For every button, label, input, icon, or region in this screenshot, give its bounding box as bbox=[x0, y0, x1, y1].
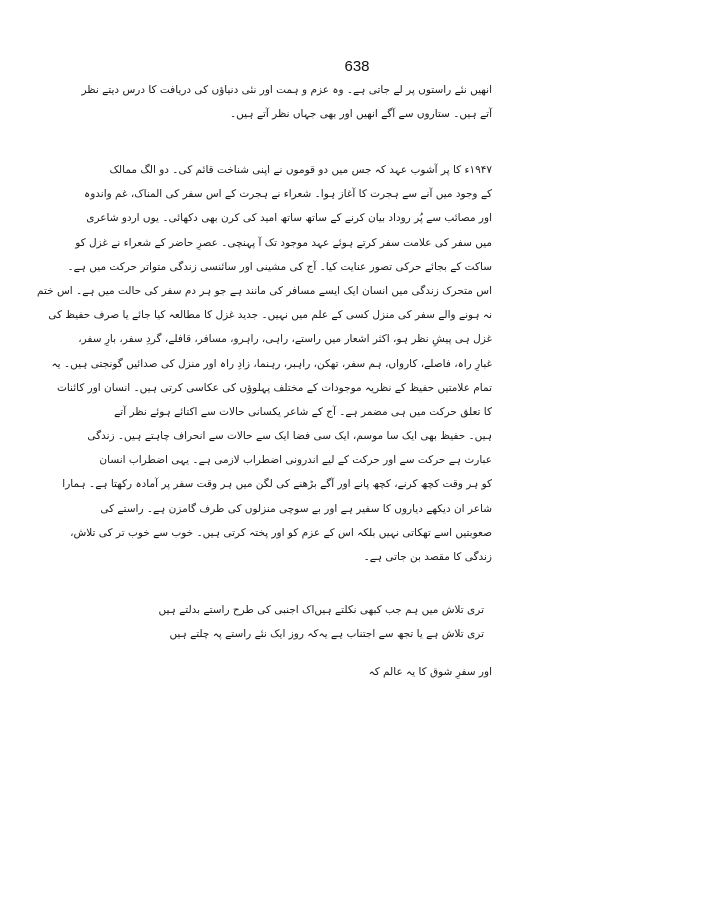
text-line: انھیں نئے راستوں پر لے جاتی ہے۔ وہ عزم و ہمت اور نئی دنیاؤں کی دریافت کا درس دیتے نظر bbox=[81, 84, 492, 96]
text-line: کو ہر وقت کچھ کرنے، کچھ پانے اور آگے بڑھنے کی لگن میں ہر وقت سفر پر آمادہ رکھتا ہے۔ ہمارا bbox=[62, 478, 492, 491]
body-paragraph bbox=[36, 158, 492, 569]
text-line: زندگی کا مقصد بن جاتی ہے۔ bbox=[363, 551, 492, 563]
text-line: اور مصائب سے پُر روداد بیان کرنے کے ساتھ ساتھ امید کی کرن بھی دکھائی۔ یوں اردو شاعری bbox=[86, 212, 492, 225]
misra-second: کہ روز ایک نئے راستے پہ چلتے ہیں bbox=[169, 628, 319, 640]
couplet-row bbox=[158, 598, 492, 622]
misra-first: تری تلاش ہے یا تجھ سے اجتناب ہے یہ bbox=[318, 628, 484, 640]
text-line: اس متحرک زندگی میں انسان ایک ایسے مسافر کی مانند ہے جو ہر دم سفر کی حالت میں ہے۔ اس ختم bbox=[36, 284, 492, 297]
text-line: صعوبتیں اسے تھکاتی نہیں بلکہ اس کے عزم کو اور پختہ کرتی ہیں۔ خوب سے خوب تر کی تلاش، bbox=[70, 526, 492, 539]
text-line: ہیں۔ حفیظ بھی ایک سا موسم، ایک سی فضا ایک سے حالات سے انحراف چاہتے ہیں۔ زندگی bbox=[87, 430, 492, 443]
couplet-block bbox=[158, 598, 492, 646]
text-line: آتے ہیں۔ ستاروں سے آگے انھیں اور بھی جہاں نظر آتے ہیں۔ bbox=[230, 108, 492, 120]
text-line: غبارِ راہ، فاصلے، کارواں، ہم سفر، تھکن، راہبر، رہنما، زادِ راہ اور منزل کی صدائیں گونجتی ہیں۔ یہ bbox=[51, 357, 492, 370]
text-line: ساکت کے بجائے حرکی تصور عنایت کیا۔ آج کی مشینی اور سائنسی زندگی متواتر حرکت میں ہے۔ bbox=[67, 260, 492, 273]
text-line: عبارت ہے حرکت سے اور حرکت کے لیے اندرونی اضطراب لازمی ہے۔ یہی اضطراب انسان bbox=[99, 454, 492, 467]
text-line: کے وجود میں آنے سے ہجرت کا آغاز ہوا۔ شعراء نے ہجرت کے اس سفر کی المناک، غم واندوہ bbox=[84, 188, 492, 201]
text-line: نہ ہونے والے سفر کی منزل کسی کے علم میں نہیں۔ جدید غزل کا مطالعہ کیا جائے یا صرف حفیظ کی bbox=[48, 309, 492, 322]
page-number: 638 bbox=[344, 58, 370, 75]
closing-line: اور سفرِ شوق کا یہ عالم کہ bbox=[368, 666, 492, 678]
text-line: ۱۹۴۷ء کا پر آشوب عہد کہ جس میں دو قوموں نے اپنی شناخت قائم کی۔ دو الگ ممالک bbox=[109, 164, 492, 176]
text-line: شاعر ان دیکھے دیاروں کا سفیر ہے اور بے سوچی منزلوں کی طرف گامزن ہے۔ راستے کی bbox=[100, 502, 492, 515]
text-line: غزل ہی پیشِ نظر ہو، اکثر اشعار میں راستے، راہی، راہرو، مسافر، قافلے، گردِ سفر، بارِ سفر، bbox=[78, 333, 492, 346]
text-line: تمام علامتیں حفیظ کے نظریہ موجودات کے مختلف پہلوؤں کی عکاسی کرتی ہیں۔ انسان اور کائنات bbox=[56, 381, 492, 394]
intro-paragraph bbox=[81, 78, 492, 126]
couplet-row bbox=[169, 622, 492, 646]
misra-second: اک اجنبی کی طرح راستے بدلتے ہیں bbox=[158, 604, 315, 616]
text-line: میں سفر کی علامت سفر کرتے ہوئے عہد موجود تک آ پہنچی۔ عصرِ حاضر کے شعراء نے غزل کو bbox=[75, 236, 492, 249]
misra-first: تری تلاش میں ہم جب کبھی نکلتے ہیں bbox=[314, 604, 484, 616]
text-line: کا تعلق حرکت میں ہی مضمر ہے۔ آج کے شاعر یکسانی حالات سے اکتائے ہوئے نظر آتے bbox=[114, 405, 492, 418]
